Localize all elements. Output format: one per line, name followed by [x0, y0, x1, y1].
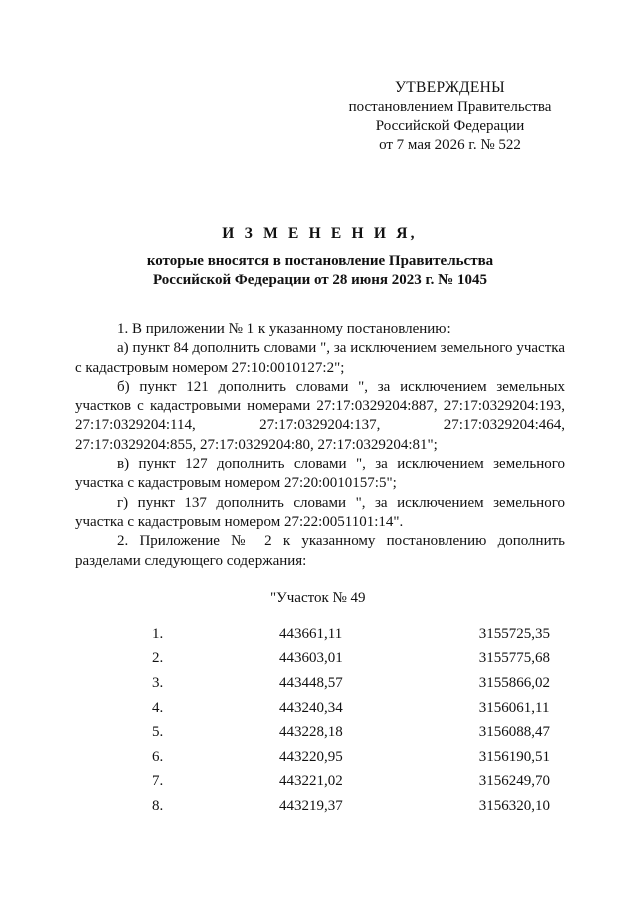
row-number: 2. — [152, 650, 164, 667]
table-row — [130, 794, 550, 819]
coord-x: 443603,01 — [279, 650, 343, 667]
coord-y: 3156320,10 — [478, 797, 550, 814]
approval-heading: УТВЕРЖДЕНЫ — [395, 79, 505, 96]
approval-line-2: Российской Федерации — [375, 118, 525, 134]
coord-y: 3156088,47 — [478, 724, 550, 741]
table-row — [130, 696, 550, 721]
paragraph-2: 2. Приложение № 2 к указанному постановлению дополнить разделами следующего содержания: — [75, 533, 565, 569]
table-row — [130, 770, 550, 795]
coord-x: 443219,37 — [279, 797, 343, 814]
table-row — [130, 622, 550, 647]
document-body — [75, 320, 565, 571]
coord-y: 3156190,51 — [478, 748, 550, 765]
paragraph-b: б) пункт 121 дополнить словами ", за исключением земельных участков с кадастровыми номерами 27:17:0329204:887, 27:17:0329204:193, 27:17:0329204:114, 27:17:0329204:137, 27:17:0329204:464, 27:17:0329204:855, 27:17:0329204:80, 27:17:0329204:81"; — [75, 378, 565, 453]
coord-x: 443228,18 — [279, 724, 343, 741]
coord-x: 443661,11 — [279, 625, 343, 642]
coord-x: 443448,57 — [279, 674, 343, 691]
table-row — [130, 720, 550, 745]
coord-x: 443220,95 — [279, 748, 343, 765]
coord-x: 443221,02 — [279, 773, 343, 790]
approval-line-1: постановлением Правительства — [348, 99, 552, 115]
section-heading: "Участок № 49 — [270, 590, 366, 606]
coord-y: 3155866,02 — [478, 674, 550, 691]
table-row — [130, 647, 550, 672]
row-number: 6. — [152, 748, 164, 765]
paragraph-g: г) пункт 137 дополнить словами ", за исключением земельного участка с кадастровым номером 27:22:0051101:14". — [75, 494, 565, 530]
row-number: 7. — [152, 773, 164, 790]
row-number: 3. — [152, 674, 164, 691]
title-sub-1: которые вносятся в постановление Правительства — [146, 253, 494, 269]
paragraph-a: а) пункт 84 дополнить словами ", за исключением земельного участка с кадастровым номером 27:10:0010127:2"; — [75, 340, 565, 376]
coord-y: 3155725,35 — [478, 625, 550, 642]
paragraph-v: в) пункт 127 дополнить словами ", за исключением земельного участка с кадастровым номером 27:20:0010157:5"; — [75, 456, 565, 492]
title-sub-2: Российской Федерации от 28 июня 2023 г. № 1045 — [153, 272, 487, 288]
approval-line-3: от 7 мая 2026 г. № 522 — [379, 137, 521, 153]
title-main: И З М Е Н Е Н И Я, — [222, 225, 418, 242]
row-number: 4. — [152, 699, 164, 716]
row-number: 5. — [152, 724, 164, 741]
paragraph-1: 1. В приложении № 1 к указанному постановлению: — [117, 321, 451, 337]
row-number: 8. — [152, 797, 164, 814]
coord-y: 3156061,11 — [478, 699, 550, 716]
approval-block — [340, 78, 560, 155]
table-row — [130, 671, 550, 696]
coord-y: 3155775,68 — [478, 650, 550, 667]
coord-x: 443240,34 — [279, 699, 343, 716]
document-title — [60, 225, 580, 290]
coord-y: 3156249,70 — [478, 773, 550, 790]
table-row — [130, 745, 550, 770]
coordinates-table — [130, 622, 550, 819]
row-number: 1. — [152, 625, 164, 642]
